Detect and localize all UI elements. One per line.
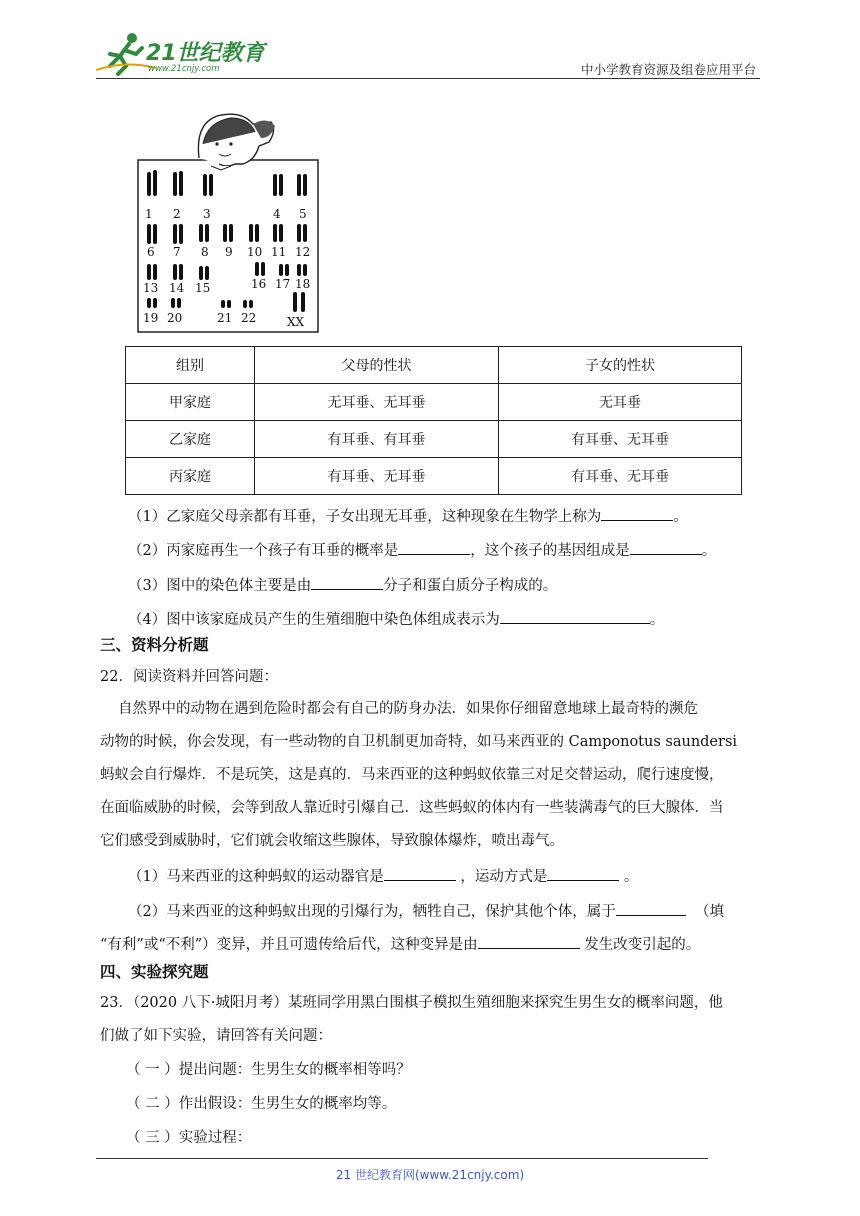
q22-paragraph-line: 自然界中的动物在遇到危险时都会有自己的防身办法．如果你仔细留意地球上最奇特的濒危 bbox=[118, 701, 698, 717]
q21-part2: （2）丙家庭再生一个孩子有耳垂的概率是 ，这个孩子的基因组成是 。 bbox=[128, 539, 716, 560]
answer-blank[interactable] bbox=[547, 866, 619, 881]
chromosome-label: 10 bbox=[247, 245, 263, 259]
chromosome-label: 12 bbox=[295, 245, 311, 259]
chromosome-label: 11 bbox=[271, 245, 287, 259]
table-header-cell: 父母的性状 bbox=[255, 347, 499, 384]
chromosome-label: 5 bbox=[299, 207, 307, 221]
karyotype-image bbox=[137, 108, 319, 334]
platform-name: 中小学教育资源及组卷应用平台 bbox=[580, 62, 756, 77]
karyotype-figure bbox=[137, 108, 319, 334]
table-row bbox=[126, 458, 742, 495]
table-cell: 丙家庭 bbox=[126, 458, 255, 495]
answer-blank[interactable] bbox=[384, 866, 456, 881]
chromosome-label: 14 bbox=[169, 281, 185, 295]
q22-paragraph-line: 它们感受到威胁时，它们就会收缩这些腺体，导致腺体爆炸，喷出毒气。 bbox=[100, 833, 564, 849]
answer-blank[interactable] bbox=[311, 575, 383, 590]
q22-stem: 22．阅读资料并回答问题： bbox=[100, 669, 278, 685]
section-title-data-analysis: 三、资料分析题 bbox=[100, 636, 209, 654]
q21-part4: （4）图中该家庭成员产生的生殖细胞中染色体组成表示为 。 bbox=[128, 608, 664, 629]
header-divider bbox=[96, 78, 760, 79]
q21-part1: （1）乙家庭父母亲都有耳垂，子女出现无耳垂，这种现象在生物学上称为 。 bbox=[128, 505, 688, 526]
footer-divider bbox=[96, 1158, 708, 1159]
chromosome-label: 4 bbox=[273, 207, 281, 221]
table-cell: 无耳垂 bbox=[499, 384, 742, 421]
chromosome-label: XX bbox=[287, 315, 305, 329]
q23-step: （ 一 ）提出问题：生男生女的概率相等吗？ bbox=[126, 1062, 411, 1078]
q23-step: （ 三 ）实验过程： bbox=[126, 1130, 252, 1146]
chromosome-label: 15 bbox=[195, 281, 211, 295]
ear-lobe-traits-table bbox=[125, 346, 742, 495]
q22-paragraph-line: 在面临威胁的时候，会等到敌人靠近时引爆自己．这些蚂蚁的体内有一些装满毒气的巨大腺体．当 bbox=[100, 800, 724, 816]
table-header-cell: 子女的性状 bbox=[499, 347, 742, 384]
logo-url: www.21cnjy.com bbox=[148, 64, 220, 74]
table-header-cell: 组别 bbox=[126, 347, 255, 384]
chromosome-label: 22 bbox=[241, 311, 257, 325]
q23-stem-line: 23．（2020 八下·城阳月考）某班同学用黑白围棋子模拟生殖细胞来探究生男生女的概率问题，他 bbox=[100, 995, 723, 1011]
q23-stem-line: 们做了如下实验，请回答有关问题： bbox=[100, 1028, 332, 1044]
chromosome-label: 1 bbox=[145, 207, 153, 221]
answer-blank[interactable] bbox=[398, 540, 470, 555]
table-cell: 无耳垂、无耳垂 bbox=[255, 384, 499, 421]
table-cell: 乙家庭 bbox=[126, 421, 255, 458]
answer-blank[interactable] bbox=[630, 540, 702, 555]
chromosome-label: 18 bbox=[295, 277, 311, 291]
chromosome-label: 9 bbox=[225, 245, 233, 259]
table-cell: 甲家庭 bbox=[126, 384, 255, 421]
chromosome-label: 8 bbox=[201, 245, 209, 259]
answer-blank[interactable] bbox=[601, 506, 673, 521]
chromosome-label: 21 bbox=[217, 311, 233, 325]
q21-part3: （3）图中的染色体主要是由 分子和蛋白质分子构成的。 bbox=[128, 574, 557, 595]
chromosome-label: 3 bbox=[203, 207, 211, 221]
q22-part2-continued: “有利”或“不利”）变异，并且可遗传给后代，这种变异是由 发生改变引起的。 bbox=[100, 933, 700, 954]
table-cell: 有耳垂、无耳垂 bbox=[499, 421, 742, 458]
answer-blank[interactable] bbox=[478, 934, 580, 949]
site-logo bbox=[96, 30, 266, 78]
q23-step: （ 二 ）作出假设：生男生女的概率均等。 bbox=[126, 1096, 397, 1112]
table-row bbox=[126, 384, 742, 421]
footer-link[interactable]: 21 世纪教育网(www.21cnjy.com) bbox=[335, 1168, 525, 1182]
table-row bbox=[126, 421, 742, 458]
answer-blank[interactable] bbox=[500, 609, 650, 624]
chromosome-label: 7 bbox=[173, 245, 181, 259]
chromosome-label: 16 bbox=[251, 277, 267, 291]
chromosome-label: 13 bbox=[143, 281, 159, 295]
q22-part1: （1）马来西亚的这种蚂蚁的运动器官是 ，运动方式是 。 bbox=[128, 865, 638, 886]
section-title-experiment: 四、实验探究题 bbox=[100, 963, 209, 981]
q22-paragraph-line: 动物的时候，你会发现，有一些动物的自卫机制更加奇特，如马来西亚的 Camponotus saundersi bbox=[100, 734, 738, 750]
table-cell: 有耳垂、有耳垂 bbox=[255, 421, 499, 458]
table-cell: 有耳垂、无耳垂 bbox=[499, 458, 742, 495]
table-header-row bbox=[126, 347, 742, 384]
q22-part2: （2）马来西亚的这种蚂蚁出现的引爆行为，牺牲自己，保护其他个体，属于 （填 bbox=[128, 900, 724, 921]
chromosome-label: 2 bbox=[173, 207, 181, 221]
q22-paragraph-line: 蚂蚁会自行爆炸．不是玩笑，这是真的．马来西亚的这种蚂蚁依靠三对足交替运动，爬行速度慢， bbox=[100, 767, 724, 783]
answer-blank[interactable] bbox=[616, 901, 686, 916]
chromosome-label: 19 bbox=[143, 311, 159, 325]
chromosome-label: 17 bbox=[275, 277, 291, 291]
chromosome-label: 20 bbox=[167, 311, 183, 325]
chromosome-label: 6 bbox=[147, 245, 155, 259]
logo-text: 21世纪教育 bbox=[146, 41, 265, 66]
table-cell: 有耳垂、无耳垂 bbox=[255, 458, 499, 495]
